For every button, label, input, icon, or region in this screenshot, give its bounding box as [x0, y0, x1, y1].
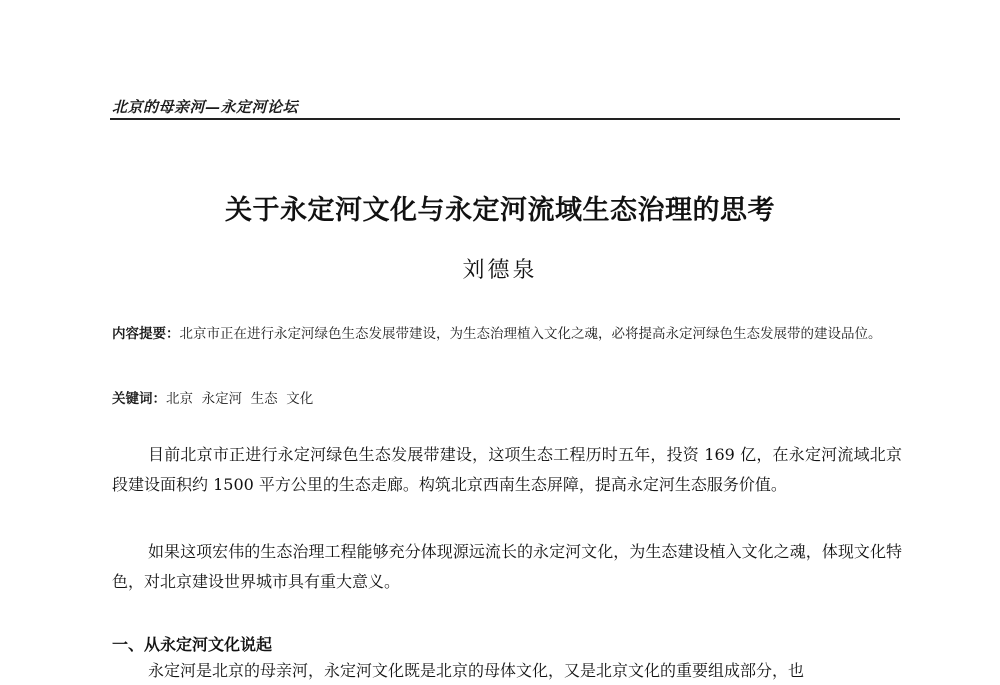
article-title: 关于永定河文化与永定河流域生态治理的思考 [225, 195, 775, 226]
abstract [112, 322, 900, 346]
abstract-label: 内容提要： [112, 326, 180, 342]
body-paragraph-2: 如果这项宏伟的生态治理工程能够充分体现源远流长的永定河文化，为生态建设植入文化之魂，体现文化特色，对北京建设世界城市具有重大意义。 [112, 542, 902, 591]
header-rule [110, 118, 900, 120]
section-heading-1: 一、从永定河文化说起 [112, 635, 273, 654]
keywords [112, 387, 900, 411]
keywords-text: 北京 永定河 生态 文化 [166, 391, 314, 407]
body-paragraph-1: 目前北京市正进行永定河绿色生态发展带建设，这项生态工程历时五年，投资 169 亿，在永定河流域北京段建设面积约 1500 平方公里的生态走廊。构筑北京西南生态屏障，提高永定河生态服务价值。 [112, 445, 902, 494]
article-author: 刘德泉 [462, 258, 538, 283]
running-head: 北京的母亲河—永定河论坛 [112, 98, 299, 116]
body-paragraph-3: 永定河是北京的母亲河，永定河文化既是北京的母体文化，又是北京文化的重要组成部分，也 [148, 661, 805, 680]
keywords-label: 关键词： [112, 391, 166, 407]
abstract-text: 北京市正在进行永定河绿色生态发展带建设，为生态治理植入文化之魂，必将提高永定河绿色生态发展带的建设品位。 [179, 326, 882, 342]
